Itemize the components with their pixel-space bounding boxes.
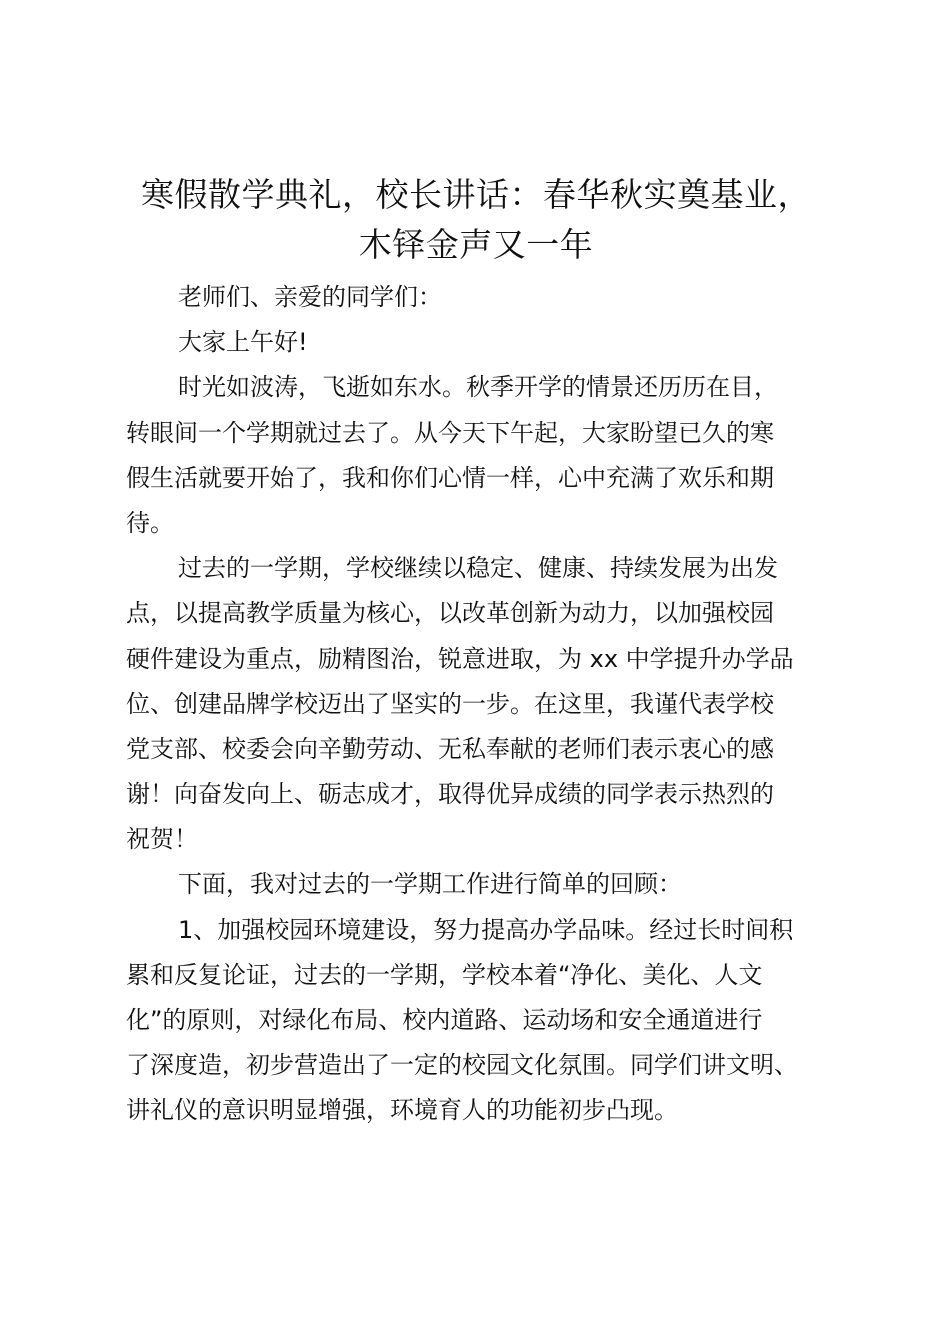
paragraph-line: 大家上午好!: [178, 328, 308, 357]
paragraph-line: 党支部、校委会向辛勤劳动、无私奉献的老师们表示衷心的感: [126, 734, 774, 763]
paragraph-line: 了深度造，初步营造出了一定的校园文化氛围。同学们讲文明、: [126, 1051, 798, 1080]
paragraph-line: 待。: [126, 508, 174, 537]
paragraph-line: 点，以提高教学质量为核心，以改革创新为动力，以加强校园: [126, 599, 774, 628]
paragraph-line: 假生活就要开始了，我和你们心情一样，心中充满了欢乐和期: [126, 463, 774, 492]
paragraph-line: 硬件建设为重点，励精图治，锐意进取，为 xx 中学提升办学品: [126, 644, 794, 673]
transition-paragraph: [126, 862, 846, 907]
paragraph-line: 位、创建品牌学校迈出了坚实的一步。在这里，我谨代表学校: [126, 689, 774, 718]
salutation-paragraph: [126, 320, 846, 365]
paragraph-line: 祝贺！: [126, 825, 198, 854]
intro-paragraph: [126, 365, 846, 546]
paragraph-line: 时光如波涛，飞逝如东水。秋季开学的情景还历历在目，: [178, 373, 778, 402]
paragraph-line: 累和反复论证，过去的一学期，学校本着“净化、美化、人文: [126, 960, 763, 989]
review-paragraph: [126, 546, 846, 862]
paragraph-line: 转眼间一个学期就过去了。从今天下午起，大家盼望已久的寒: [126, 418, 774, 447]
document-body: [126, 275, 846, 1134]
title-line-2: 木铎金声又一年: [358, 225, 594, 264]
section-1-paragraph: [126, 908, 846, 1134]
paragraph-line: 化”的原则，对绿化布局、校内道路、运动场和安全通道进行: [126, 1006, 763, 1034]
paragraph-line: 1、加强校园环境建设，努力提高办学品味。经过长时间积: [178, 915, 794, 944]
title-line-1: 寒假散学典礼，校长讲话：春华秋实奠基业，: [141, 175, 811, 214]
paragraph-line: 老师们、亲爱的同学们：: [178, 283, 442, 311]
paragraph-line: 下面，我对过去的一学期工作进行简单的回顾：: [178, 870, 682, 899]
greeting-paragraph: [126, 275, 846, 320]
document-title: [120, 170, 832, 270]
paragraph-line: 讲礼仪的意识明显增强，环境育人的功能初步凸现。: [126, 1096, 678, 1125]
paragraph-line: 过去的一学期，学校继续以稳定、健康、持续发展为出发: [178, 554, 778, 583]
paragraph-line: 谢！向奋发向上、砺志成才，取得优异成绩的同学表示热烈的: [126, 780, 774, 809]
